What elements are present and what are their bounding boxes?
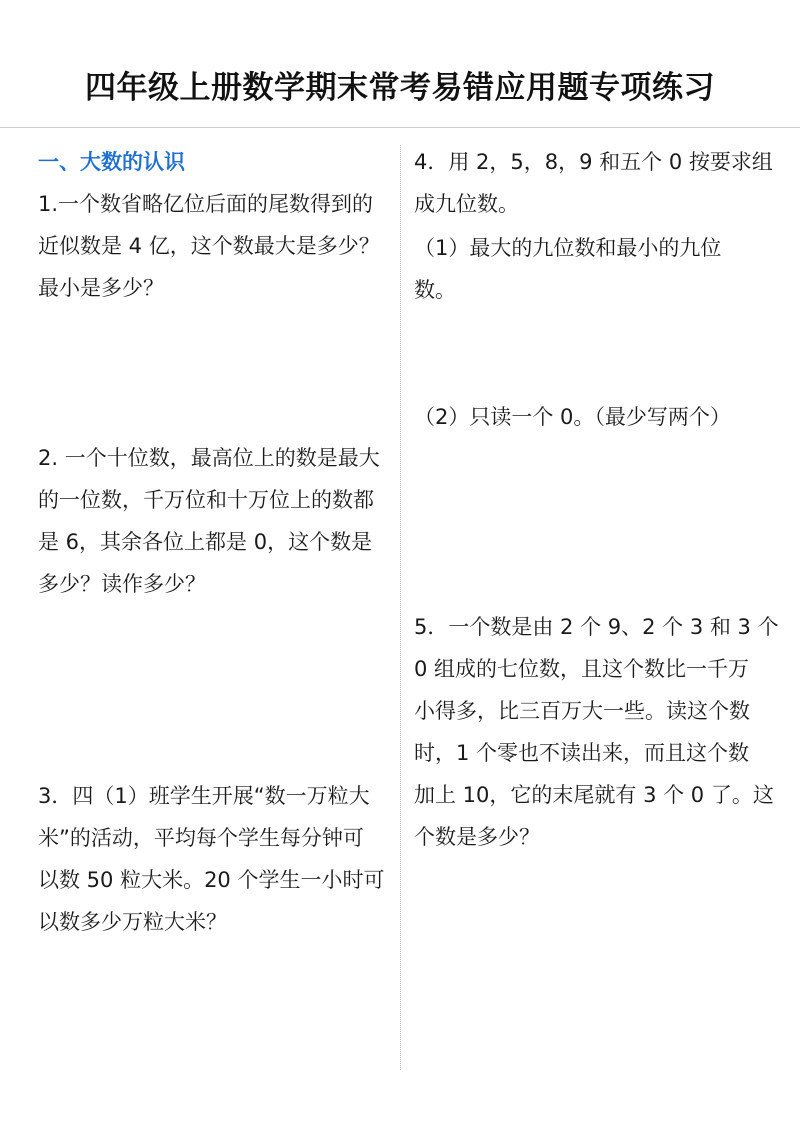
question-1 [38,183,393,309]
question-3-line: 3．四（1）班学生开展“数一万粒大 [38,784,370,808]
title-rule [0,127,800,128]
section-heading: 一、大数的认识 [38,150,185,174]
question-4-line: 4．用 2，5，8，9 和五个 0 按要求组 [414,150,773,174]
question-2-line: 是 6，其余各位上都是 0，这个数是 [38,530,373,554]
question-1-line: 近似数是 4 亿，这个数最大是多少？ [38,234,380,258]
question-4-part-2-line: （2）只读一个 0。（最少写两个） [414,405,731,429]
question-2-line: 的一位数，千万位和十万位上的数都 [38,488,374,512]
page-title: 四年级上册数学期末常考易错应用题专项练习 [85,70,715,106]
question-3-line: 以数多少万粒大米？ [38,910,227,934]
question-5-line: 个数是多少？ [414,825,540,849]
question-2-line: 多少？读作多少？ [38,572,206,596]
question-4-part-1 [414,227,770,311]
question-3-line: 米”的活动，平均每个学生每分钟可 [38,826,364,850]
question-1-line: 最小是多少？ [38,276,164,300]
question-4 [414,141,773,225]
question-5-line: 0 组成的七位数，且这个数比一千万 [414,657,750,681]
question-4-line: 成九位数。 [414,192,519,216]
question-5-line: 加上 10，它的末尾就有 3 个 0 了。这 [414,783,774,807]
question-5-line: 5．一个数是由 2 个 9、2 个 3 和 3 个 [414,615,779,639]
question-4-part-1-line: 数。 [414,278,456,302]
question-3 [38,775,393,943]
question-5-line: 时，1 个零也不读出来，而且这个数 [414,741,750,765]
question-2-line: 2. 一个十位数，最高位上的数是最大 [38,446,380,470]
column-divider [400,145,401,1070]
question-3-line: 以数 50 粒大米。20 个学生一小时可 [38,868,385,892]
question-4-part-1-line: （1）最大的九位数和最小的九位 [414,236,722,260]
question-2 [38,437,393,605]
question-5-line: 小得多，比三百万大一些。读这个数 [414,699,750,723]
question-1-line: 1.一个数省略亿位后面的尾数得到的 [38,192,374,216]
question-4-part-2 [414,396,770,438]
question-5 [414,606,779,858]
